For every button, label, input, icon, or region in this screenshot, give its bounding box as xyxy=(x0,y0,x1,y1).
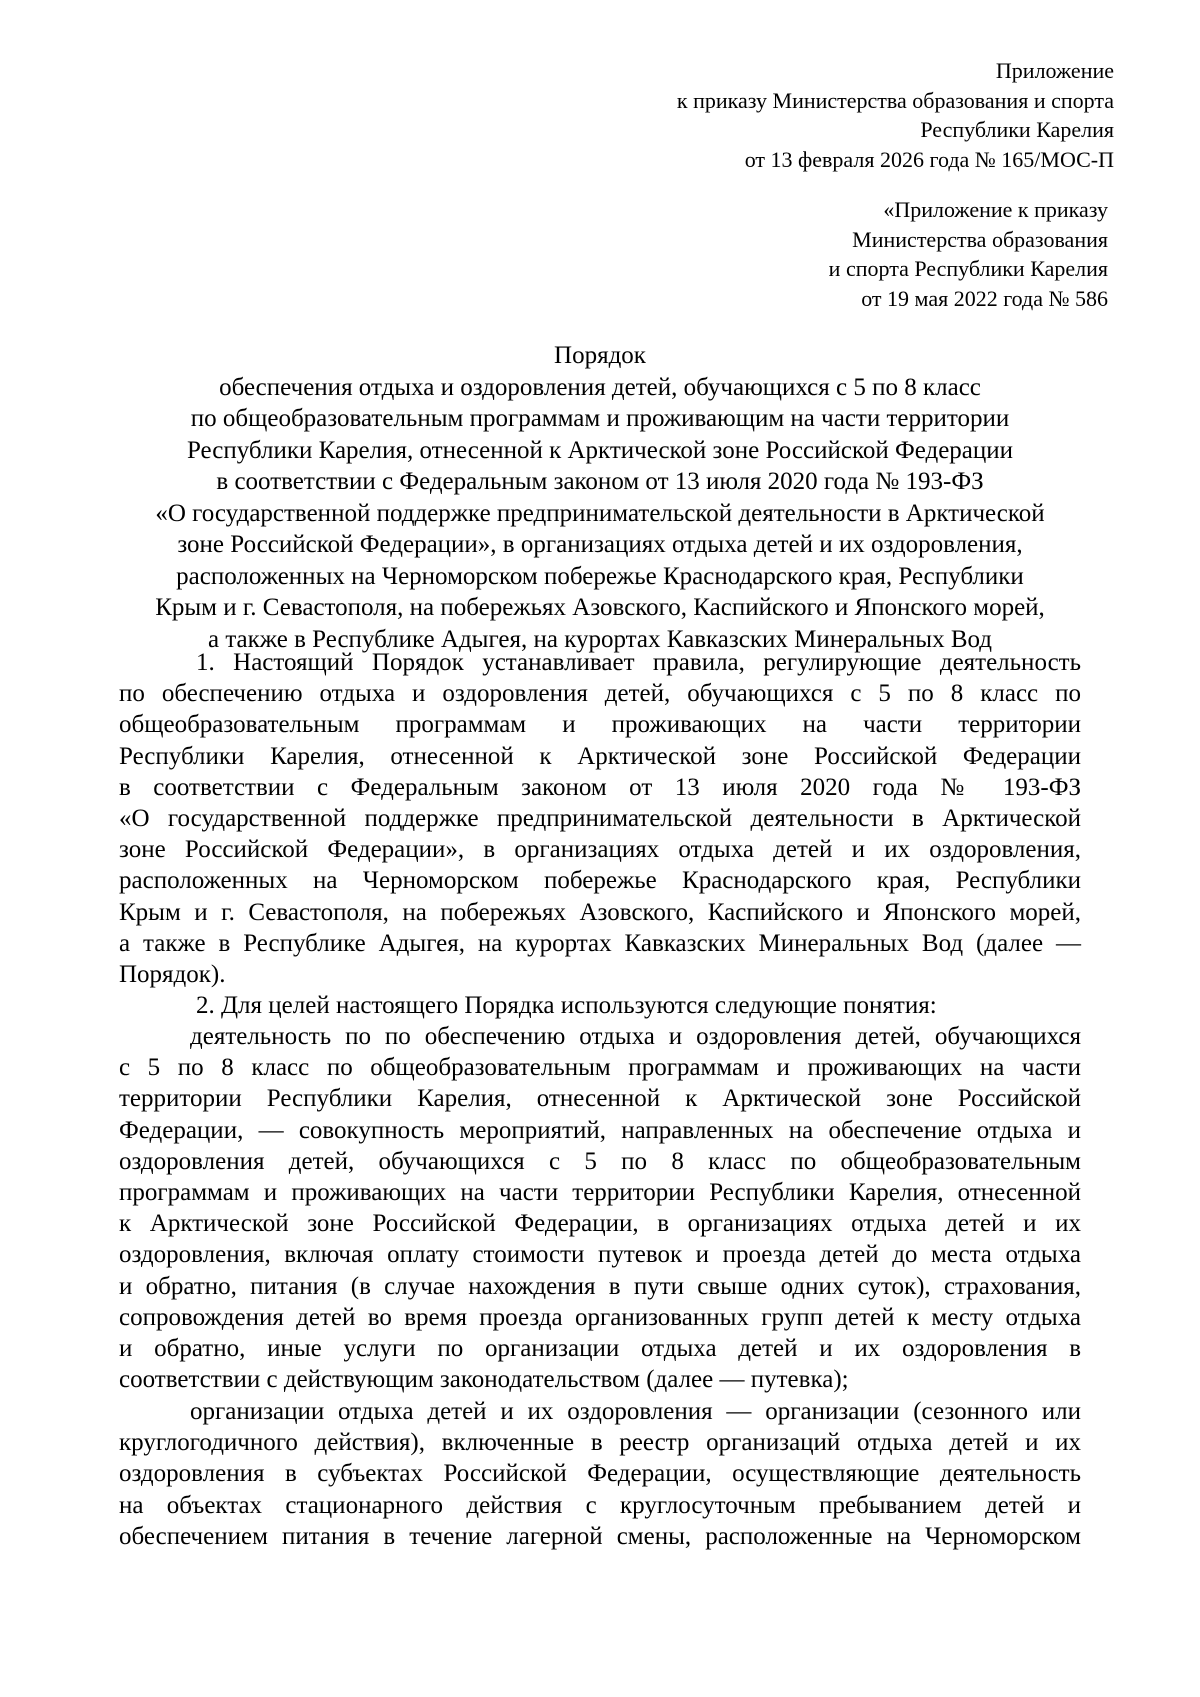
previous-order-line: Министерства образования xyxy=(852,226,1108,252)
paragraph-line: организации отдыха детей и их оздоровления — организации (сезонного или xyxy=(190,1398,1081,1425)
title-heading: Порядок xyxy=(554,342,646,369)
paragraph-line: Республики Карелия, отнесенной к Арктической зоне Российской Федерации xyxy=(119,742,1081,770)
previous-order-line: «Приложение к приказу xyxy=(883,197,1108,222)
title-line: «О государственной поддержке предпринимательской деятельности в Арктической xyxy=(155,499,1045,527)
body-paragraph-4 xyxy=(119,1396,1081,1552)
paragraph-line: сопровождения детей во время проезда организованных групп детей к месту отдыха xyxy=(119,1303,1081,1331)
paragraph-line: по обеспечению отдыха и оздоровления детей, обучающихся с 5 по 8 класс по xyxy=(119,680,1081,708)
paragraph-line: круглогодичного действия), включенные в реестр организаций отдыха детей и их xyxy=(119,1429,1081,1457)
document-title xyxy=(100,340,1100,655)
title-line: расположенных на Черноморском побережье Краснодарского края, Республики xyxy=(176,562,1024,590)
title-line: обеспечения отдыха и оздоровления детей, обучающихся с 5 по 8 класс xyxy=(219,373,981,401)
paragraph-line: соответствии с действующим законодательством (далее — путевка); xyxy=(119,1366,849,1394)
previous-order-line: и спорта Республики Карелия xyxy=(828,256,1108,281)
paragraph-line: обеспечением питания в течение лагерной смены, расположенные на Черноморском xyxy=(119,1522,1081,1550)
paragraph-line: а также в Республике Адыгея, на курортах Кавказских Минеральных Вод (далее — xyxy=(119,929,1081,957)
paragraph-line: зоне Российской Федерации», в организациях отдыха детей и их оздоровления, xyxy=(119,836,1081,864)
paragraph-line: оздоровления детей, обучающихся с 5 по 8 класс по общеобразовательным xyxy=(119,1147,1081,1175)
title-line: по общеобразовательным программам и проживающим на части территории xyxy=(190,405,1010,432)
paragraph-line: и обратно, иные услуги по организации отдыха детей и их оздоровления в xyxy=(119,1334,1081,1362)
body-paragraph-1 xyxy=(119,647,1081,990)
title-line: Крым и г. Севастополя, на побережьях Азовского, Каспийского и Японского морей, xyxy=(155,594,1045,621)
paragraph-line: к Арктической зоне Российской Федерации, в организациях отдыха детей и их xyxy=(119,1210,1081,1238)
paragraph-line: 2. Для целей настоящего Порядка используются следующие понятия: xyxy=(196,992,937,1019)
paragraph-line: Порядок). xyxy=(119,960,226,988)
title-line: зоне Российской Федерации», в организациях отдыха детей и их оздоровления, xyxy=(177,531,1023,558)
paragraph-line: оздоровления в субъектах Российской Федерации, осуществляющие деятельность xyxy=(119,1460,1081,1488)
title-line: Республики Карелия, отнесенной к Арктической зоне Российской Федерации xyxy=(186,436,1014,464)
header-line: от 13 февраля 2026 года № 165/МОС-П xyxy=(744,146,1114,172)
paragraph-line: «О государственной поддержке предпринимательской деятельности в Арктической xyxy=(119,804,1081,832)
paragraph-line: на объектах стационарного действия с круглосуточным пребыванием детей и xyxy=(119,1491,1081,1519)
order-appendix-header xyxy=(677,56,1114,174)
paragraph-line: деятельность по по обеспечению отдыха и оздоровления детей, обучающихся xyxy=(190,1023,1081,1050)
paragraph-line: программам и проживающих на части территории Республики Карелия, отнесенной xyxy=(119,1178,1081,1206)
body-paragraph-2 xyxy=(119,990,1081,1021)
header-line: к приказу Министерства образования и спорта xyxy=(676,87,1114,113)
paragraph-line: в соответствии с Федеральным законом от 13 июля 2020 года № 193-ФЗ xyxy=(119,773,1081,801)
header-line: Приложение xyxy=(995,58,1114,83)
body-paragraph-3 xyxy=(119,1021,1081,1395)
paragraph-line: 1. Настоящий Порядок устанавливает правила, регулирующие деятельность xyxy=(196,649,1081,676)
paragraph-line: расположенных на Черноморском побережье Краснодарского края, Республики xyxy=(119,867,1081,895)
paragraph-line: и обратно, питания (в случае нахождения в пути свыше одних суток), страхования, xyxy=(119,1272,1081,1300)
title-line: а также в Республике Адыгея, на курортах Кавказских Минеральных Вод xyxy=(207,625,992,653)
paragraph-line: Федерации, — совокупность мероприятий, направленных на обеспечение отдыха и xyxy=(119,1116,1081,1144)
paragraph-line: оздоровления, включая оплату стоимости путевок и проезда детей до места отдыха xyxy=(119,1241,1081,1269)
previous-order-header xyxy=(829,195,1108,313)
paragraph-line: с 5 по 8 класс по общеобразовательным программам и проживающих на части xyxy=(119,1054,1081,1082)
header-line: Республики Карелия xyxy=(920,117,1114,142)
paragraph-line: территории Республики Карелия, отнесенной к Арктической зоне Российской xyxy=(119,1085,1081,1113)
title-line: в соответствии с Федеральным законом от 13 июля 2020 года № 193-ФЗ xyxy=(216,468,984,495)
paragraph-line: Крым и г. Севастополя, на побережьях Азовского, Каспийского и Японского морей, xyxy=(119,898,1081,926)
paragraph-line: общеобразовательным программам и проживающих на части территории xyxy=(119,711,1081,739)
previous-order-line: от 19 мая 2022 года № 586 xyxy=(861,285,1108,311)
